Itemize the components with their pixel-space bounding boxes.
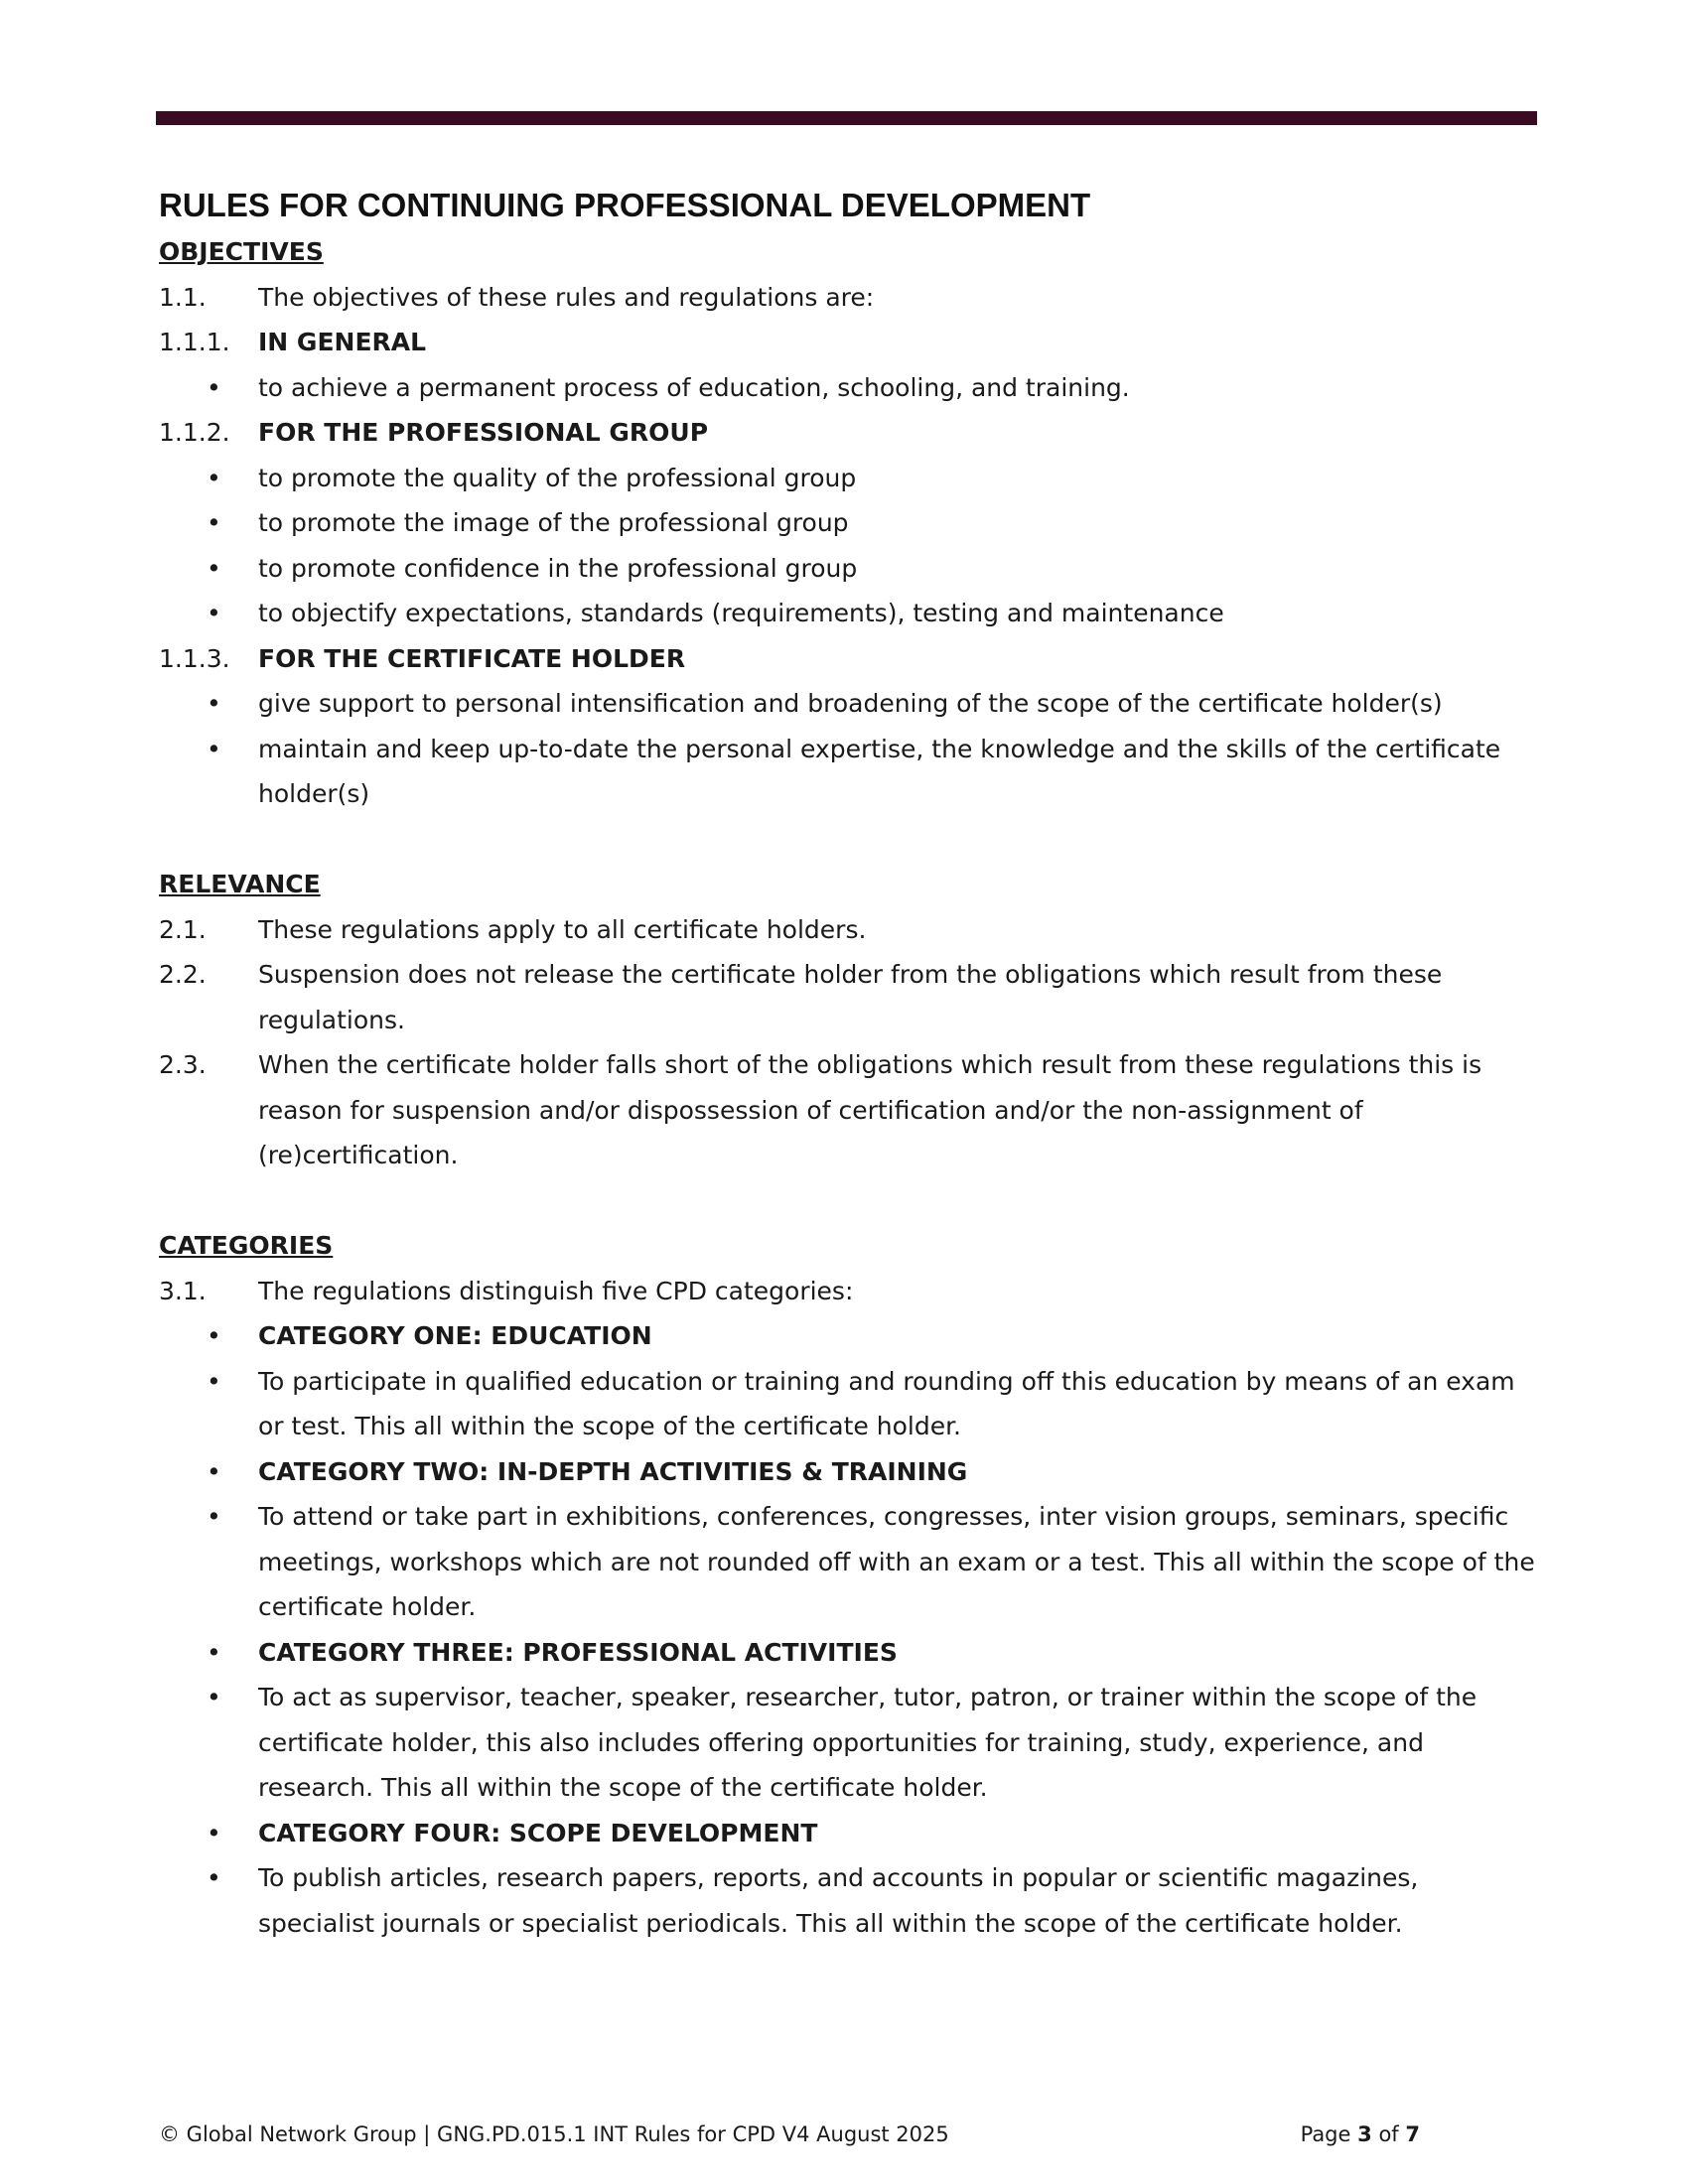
- clause-1-1-3: [159, 636, 1539, 682]
- clause-label: FOR THE PROFESSIONAL GROUP: [258, 418, 709, 447]
- bullet-icon: •: [207, 1683, 221, 1711]
- category-item: [159, 1359, 1539, 1449]
- category-title: CATEGORY THREE: PROFESSIONAL ACTIVITIES: [258, 1637, 898, 1667]
- page-title: RULES FOR CONTINUING PROFESSIONAL DEVELOPMENT: [159, 187, 1091, 223]
- page-number: 3: [1357, 2122, 1372, 2146]
- list-item: [159, 727, 1539, 817]
- list-item: [159, 591, 1539, 636]
- bullet-icon: •: [207, 508, 221, 537]
- document-body: [159, 182, 1539, 1946]
- bullet-icon: •: [207, 1818, 221, 1847]
- category-title: CATEGORY ONE: EDUCATION: [258, 1321, 652, 1350]
- clause-number: 2.3.: [159, 1050, 207, 1079]
- clause-text: The regulations distinguish five CPD categories:: [258, 1276, 854, 1305]
- clause-label: IN GENERAL: [258, 328, 427, 356]
- clause-text: The objectives of these rules and regulations are:: [258, 282, 875, 312]
- page-footer: [159, 2122, 1420, 2146]
- clause-1-1-2: [159, 410, 1539, 456]
- list-item-text: to achieve a permanent process of education, schooling, and training.: [258, 372, 1130, 402]
- top-rule-bar: [156, 111, 1537, 125]
- category-item: [159, 1811, 1539, 1856]
- section-heading-objectives: OBJECTIVES: [159, 237, 324, 266]
- list-item-text: to promote confidence in the professional group: [258, 553, 858, 583]
- clause-number: 1.1.1.: [159, 328, 230, 356]
- category-description: To act as supervisor, teacher, speaker, researcher, tutor, patron, or trainer within the scope of the certificate holder, this also includes offering opportunities for training, study, experience, and research. This all within the scope of the certificate holder.: [258, 1683, 1477, 1802]
- section-heading-categories: CATEGORIES: [159, 1231, 334, 1260]
- clause-number: 1.1.2.: [159, 418, 230, 447]
- category-description: To participate in qualified education or training and rounding off this education by means of an exam or test. This all within the scope of the certificate holder.: [258, 1366, 1515, 1440]
- page-total: 7: [1405, 2122, 1420, 2146]
- clause-number: 2.1.: [159, 914, 207, 944]
- bullet-icon: •: [207, 599, 221, 627]
- category-description: To attend or take part in exhibitions, conferences, congresses, inter vision groups, seminars, specific meetings, workshops which are not rounded off with an exam or a test. This all within the scope of the certificate holder.: [258, 1502, 1535, 1621]
- category-item: [159, 1313, 1539, 1359]
- clause-text: Suspension does not release the certificate holder from the obligations which result from these regulations.: [258, 960, 1443, 1034]
- clause-1-1: [159, 275, 1539, 321]
- clause-number: 3.1.: [159, 1276, 207, 1305]
- clause-label: FOR THE CERTIFICATE HOLDER: [258, 643, 686, 673]
- list-item: [159, 546, 1539, 592]
- category-item: [159, 1675, 1539, 1811]
- section-heading-relevance: RELEVANCE: [159, 870, 321, 898]
- clause-text: When the certificate holder falls short of the obligations which result from these regulations this is reason for suspension and/or dispossession of certification and/or the non-assignment of (re)certification.: [258, 1050, 1482, 1169]
- bullet-icon: •: [207, 1637, 221, 1667]
- category-title: CATEGORY TWO: IN-DEPTH ACTIVITIES & TRAINING: [258, 1456, 968, 1486]
- list-item-text: to promote the quality of the professional group: [258, 463, 857, 492]
- spacer: [159, 1178, 1539, 1224]
- category-item: [159, 1449, 1539, 1495]
- clause-number: 1.1.: [159, 282, 207, 312]
- category-title: CATEGORY FOUR: SCOPE DEVELOPMENT: [258, 1818, 818, 1847]
- clause-number: 1.1.3.: [159, 643, 230, 673]
- category-item: [159, 1630, 1539, 1676]
- clause-1-1-1: [159, 320, 1539, 365]
- category-item: [159, 1855, 1539, 1946]
- clause-2-2: [159, 952, 1539, 1042]
- list-item-text: give support to personal intensification and broadening of the scope of the certificate holder(s): [258, 689, 1443, 718]
- list-item-text: maintain and keep up-to-date the personal expertise, the knowledge and the skills of the certificate holder(s): [258, 734, 1501, 808]
- list-item: [159, 365, 1539, 411]
- list-item-text: to promote the image of the professional group: [258, 508, 849, 537]
- category-description: To publish articles, research papers, reports, and accounts in popular or scientific magazines, specialist journals or specialist periodicals. This all within the scope of the certificate holder.: [258, 1863, 1419, 1938]
- page-word: Page: [1300, 2122, 1351, 2146]
- bullet-icon: •: [207, 553, 221, 583]
- bullet-icon: •: [207, 1863, 221, 1892]
- category-item: [159, 1494, 1539, 1630]
- clause-number: 2.2.: [159, 960, 207, 989]
- page-indicator: [1301, 2122, 1420, 2146]
- list-item: [159, 681, 1539, 727]
- spacer: [159, 817, 1539, 863]
- bullet-icon: •: [207, 372, 221, 402]
- clause-text: These regulations apply to all certificate holders.: [258, 914, 867, 944]
- bullet-icon: •: [207, 1456, 221, 1486]
- footer-copyright: © Global Network Group | GNG.PD.015.1 INT Rules for CPD V4 August 2025: [159, 2122, 949, 2146]
- clause-3-1: [159, 1269, 1539, 1314]
- bullet-icon: •: [207, 1321, 221, 1350]
- bullet-icon: •: [207, 734, 221, 763]
- clause-2-1: [159, 907, 1539, 953]
- of-word: of: [1378, 2122, 1399, 2146]
- bullet-icon: •: [207, 463, 221, 492]
- list-item: [159, 500, 1539, 546]
- list-item: [159, 456, 1539, 501]
- bullet-icon: •: [207, 689, 221, 718]
- clause-2-3: [159, 1042, 1539, 1178]
- bullet-icon: •: [207, 1502, 221, 1531]
- list-item-text: to objectify expectations, standards (requirements), testing and maintenance: [258, 599, 1224, 627]
- bullet-icon: •: [207, 1366, 221, 1396]
